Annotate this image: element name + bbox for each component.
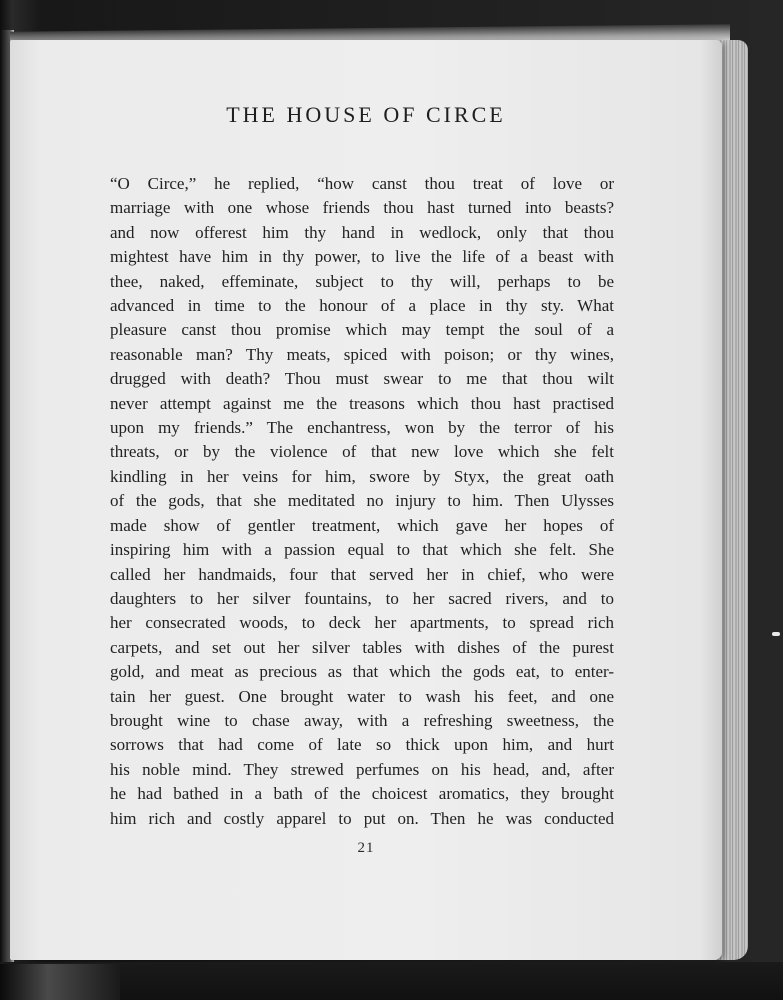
text-line: brought wine to chase away, with a refreshing sweetness, the — [110, 710, 614, 730]
scan-tab-mark — [772, 632, 780, 636]
text-line: made show of gentler treatment, which gave her hopes of — [110, 515, 614, 535]
text-line: thee, naked, effeminate, subject to thy will, perhaps to be — [110, 271, 614, 291]
text-line: “O Circe,” he replied, “how canst thou treat of love or — [110, 174, 614, 193]
text-line: mightest have him in thy power, to live the life of a beast with — [110, 247, 614, 267]
text-line: kindling in her veins for him, swore by Styx, the great oath — [110, 466, 614, 486]
text-line: drugged with death? Thou must swear to me that thou wilt — [110, 369, 614, 389]
text-line: called her handmaids, four that served her in chief, who were — [110, 564, 614, 584]
text-line: reasonable man? Thy meats, spiced with poison; or thy wines, — [110, 344, 614, 364]
text-line: he had bathed in a bath of the choicest aromatics, they brought — [110, 784, 614, 804]
text-line: advanced in time to the honour of a place in thy sty. What — [110, 296, 614, 316]
book-page — [10, 40, 722, 960]
text-line: upon my friends.” The enchantress, won by the terror of his — [110, 418, 614, 438]
text-line: her consecrated woods, to deck her apartments, to spread rich — [110, 613, 614, 633]
text-line: daughters to her silver fountains, to her sacred rivers, and to — [110, 588, 614, 608]
text-line: gold, and meat as precious as that which the gods eat, to enter- — [110, 662, 614, 682]
text-line: of the gods, that she meditated no injury to him. Then Ulysses — [110, 491, 614, 511]
page-number: 21 — [357, 840, 375, 856]
text-line: sorrows that had come of late so thick upon him, and hurt — [110, 735, 614, 755]
text-line: tain her guest. One brought water to wash his feet, and one — [110, 686, 614, 706]
text-line: his noble mind. They strewed perfumes on his head, and, after — [110, 759, 614, 779]
text-line: him rich and costly apparel to put on. Then he was conducted — [110, 808, 614, 828]
text-line: marriage with one whose friends thou hast turned into beasts? — [110, 198, 614, 218]
body-text — [110, 172, 614, 831]
text-line: threats, or by the violence of that new love which she felt — [110, 442, 614, 462]
running-head: THE HOUSE OF CIRCE — [226, 102, 506, 127]
text-line: and now offerest him thy hand in wedlock, only that thou — [110, 222, 614, 242]
text-line: carpets, and set out her silver tables with dishes of the purest — [110, 637, 614, 657]
text-line: never attempt against me the treasons which thou hast practised — [110, 393, 614, 413]
scan-bottom-corner — [0, 964, 120, 1000]
text-line: pleasure canst thou promise which may tempt the soul of a — [110, 320, 614, 340]
text-line: inspiring him with a passion equal to that which she felt. She — [110, 540, 614, 560]
